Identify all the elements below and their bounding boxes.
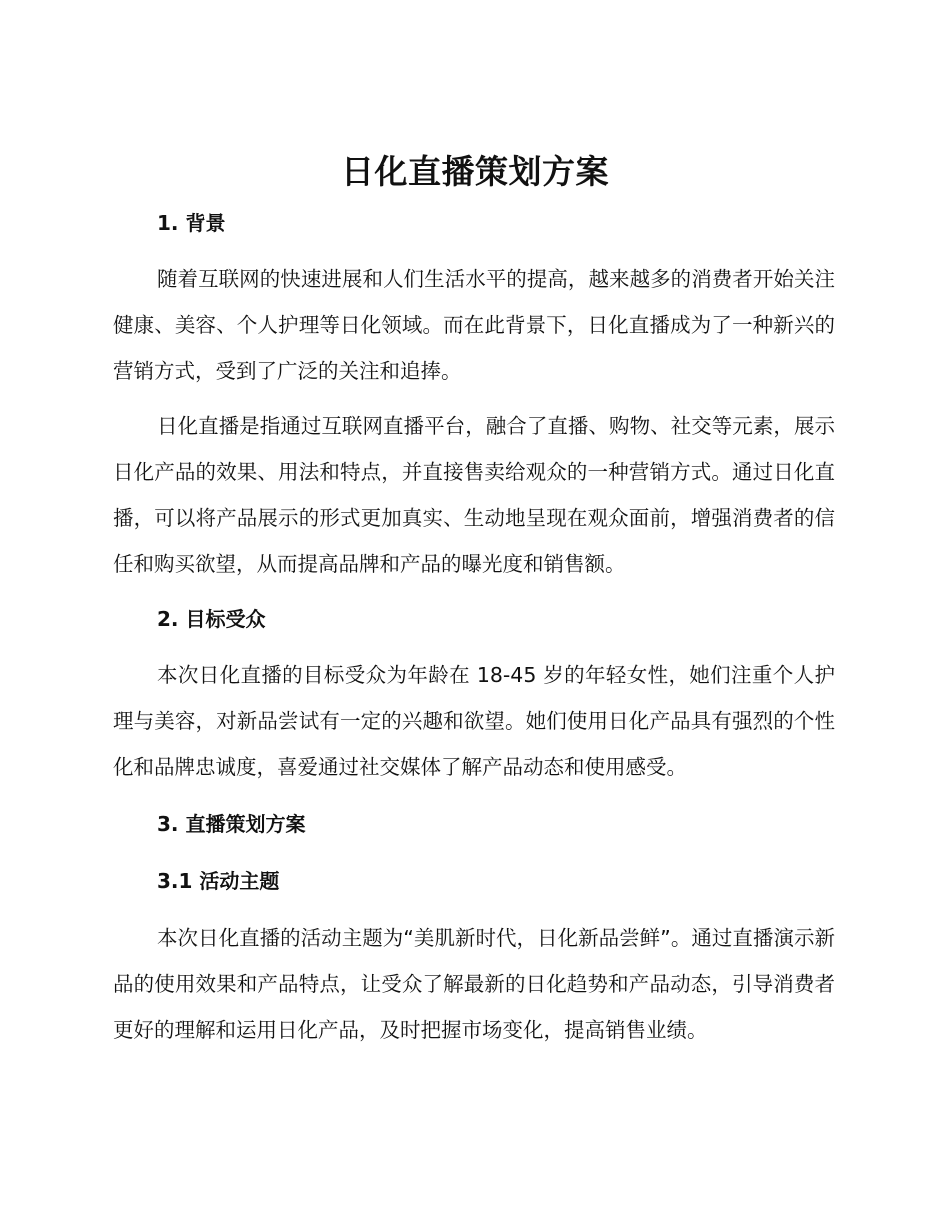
section-heading-target-audience: 2. 目标受众 (157, 607, 266, 631)
paragraph-background-2: 日化直播是指通过互联网直播平台，融合了直播、购物、社交等元素，展示日化产品的效果、用法和特点，并直接售卖给观众的一种营销方式。通过日化直播，可以将产品展示的形式更加真实、生动地呈现在观众面前，增强消费者的信任和购买欲望，从而提高品牌和产品的曝光度和销售额。 (113, 414, 835, 576)
document-title: 日化直播策划方案 (341, 152, 609, 191)
paragraph-activity-theme: 本次日化直播的活动主题为“美肌新时代，日化新品尝鲜”。通过直播演示新品的使用效果和产品特点，让受众了解最新的日化趋势和产品动态，引导消费者更好的理解和运用日化产品，及时把握市场变化，提高销售业绩。 (113, 926, 835, 1042)
paragraph-target-audience: 本次日化直播的目标受众为年龄在 18-45 岁的年轻女性，她们注重个人护理与美容，对新品尝试有一定的兴趣和欲望。她们使用日化产品具有强烈的个性化和品牌忠诚度，喜爱通过社交媒体了解产品动态和使用感受。 (113, 663, 835, 779)
section-heading-background: 1. 背景 (157, 211, 226, 235)
paragraph-background-1: 随着互联网的快速进展和人们生活水平的提高，越来越多的消费者开始关注健康、美容、个人护理等日化领域。而在此背景下，日化直播成为了一种新兴的营销方式，受到了广泛的关注和追捧。 (113, 267, 835, 383)
section-heading-activity-theme: 3.1 活动主题 (157, 869, 280, 893)
section-heading-live-plan: 3. 直播策划方案 (157, 812, 306, 836)
